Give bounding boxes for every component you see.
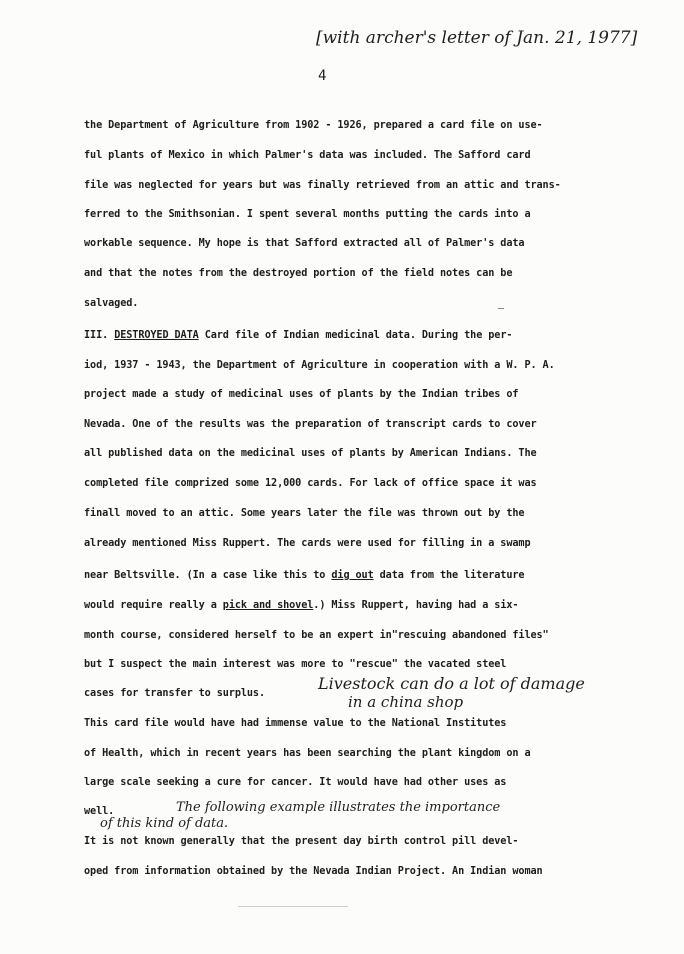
text-line-dig-out (84, 570, 524, 581)
underlined-phrase: dig out (331, 570, 374, 581)
text-line: ferred to the Smithsonian. I spent several months putting the cards into a (84, 209, 531, 220)
handwritten-note-following: The following example illustrates the importance (176, 800, 501, 815)
text-line: workable sequence. My hope is that Safford extracted all of Palmer's data (84, 238, 525, 249)
section-heading: DESTROYED DATA (114, 330, 199, 341)
text-line: It is not known generally that the present day birth control pill devel- (84, 836, 519, 847)
text-line: the Department of Agriculture from 1902 - 1926, prepared a card file on use- (84, 120, 543, 131)
text-line: month course, considered herself to be an expert in"rescuing abandoned files" (84, 630, 549, 641)
paper-speck (238, 906, 348, 907)
text-fragment: would require really a (84, 600, 223, 611)
text-line: all published data on the medicinal uses of plants by American Indians. The (84, 448, 537, 459)
text-line: file was neglected for years but was finally retrieved from an attic and trans- (84, 180, 561, 191)
text-line: This card file would have had immense value to the National Institutes (84, 718, 507, 729)
text-fragment: .) Miss Ruppert, having had a six- (313, 600, 519, 611)
text-fragment: near Beltsville. (In a case like this to (84, 570, 332, 581)
text-line: iod, 1937 - 1943, the Department of Agriculture in cooperation with a W. P. A. (84, 360, 555, 371)
text-line: oped from information obtained by the Nevada Indian Project. An Indian woman (84, 866, 543, 877)
text-line: already mentioned Miss Ruppert. The cards were used for filling in a swamp (84, 538, 531, 549)
text-line: but I suspect the main interest was more to "rescue" the vacated steel (84, 659, 507, 670)
handwritten-note-china-shop: in a china shop (348, 693, 464, 711)
section-number: III. (84, 330, 109, 341)
page-number: 4 (318, 68, 327, 84)
handwritten-note-kind-of-data: of this kind of data. (100, 816, 229, 831)
text-line: completed file comprized some 12,000 cards. For lack of office space it was (84, 478, 537, 489)
text-line: large scale seeking a cure for cancer. It would have had other uses as (84, 777, 507, 788)
handwritten-header-note: [with archer's letter of Jan. 21, 1977] (316, 28, 638, 48)
section-heading-line (84, 330, 512, 341)
handwritten-note-livestock: Livestock can do a lot of damage (318, 674, 585, 693)
text-line: salvaged. (84, 298, 139, 309)
text-fragment: data from the literature (373, 570, 525, 581)
text-line: of Health, which in recent years has been searching the plant kingdom on a (84, 748, 531, 759)
text-line: cases for transfer to surplus. (84, 688, 266, 699)
paper-speck (498, 308, 504, 309)
text-line: Nevada. One of the results was the preparation of transcript cards to cover (84, 419, 537, 430)
text-line-pick-shovel (84, 600, 518, 611)
text-line: well. (84, 806, 115, 817)
text-line: and that the notes from the destroyed portion of the field notes can be (84, 268, 513, 279)
section-heading-rest: Card file of Indian medicinal data. During the per- (198, 330, 513, 341)
text-line: ful plants of Mexico in which Palmer's data was included. The Safford card (84, 150, 531, 161)
text-line: finall moved to an attic. Some years later the file was thrown out by the (84, 508, 525, 519)
underlined-phrase: pick and shovel (222, 600, 314, 611)
text-line: project made a study of medicinal uses of plants by the Indian tribes of (84, 389, 519, 400)
